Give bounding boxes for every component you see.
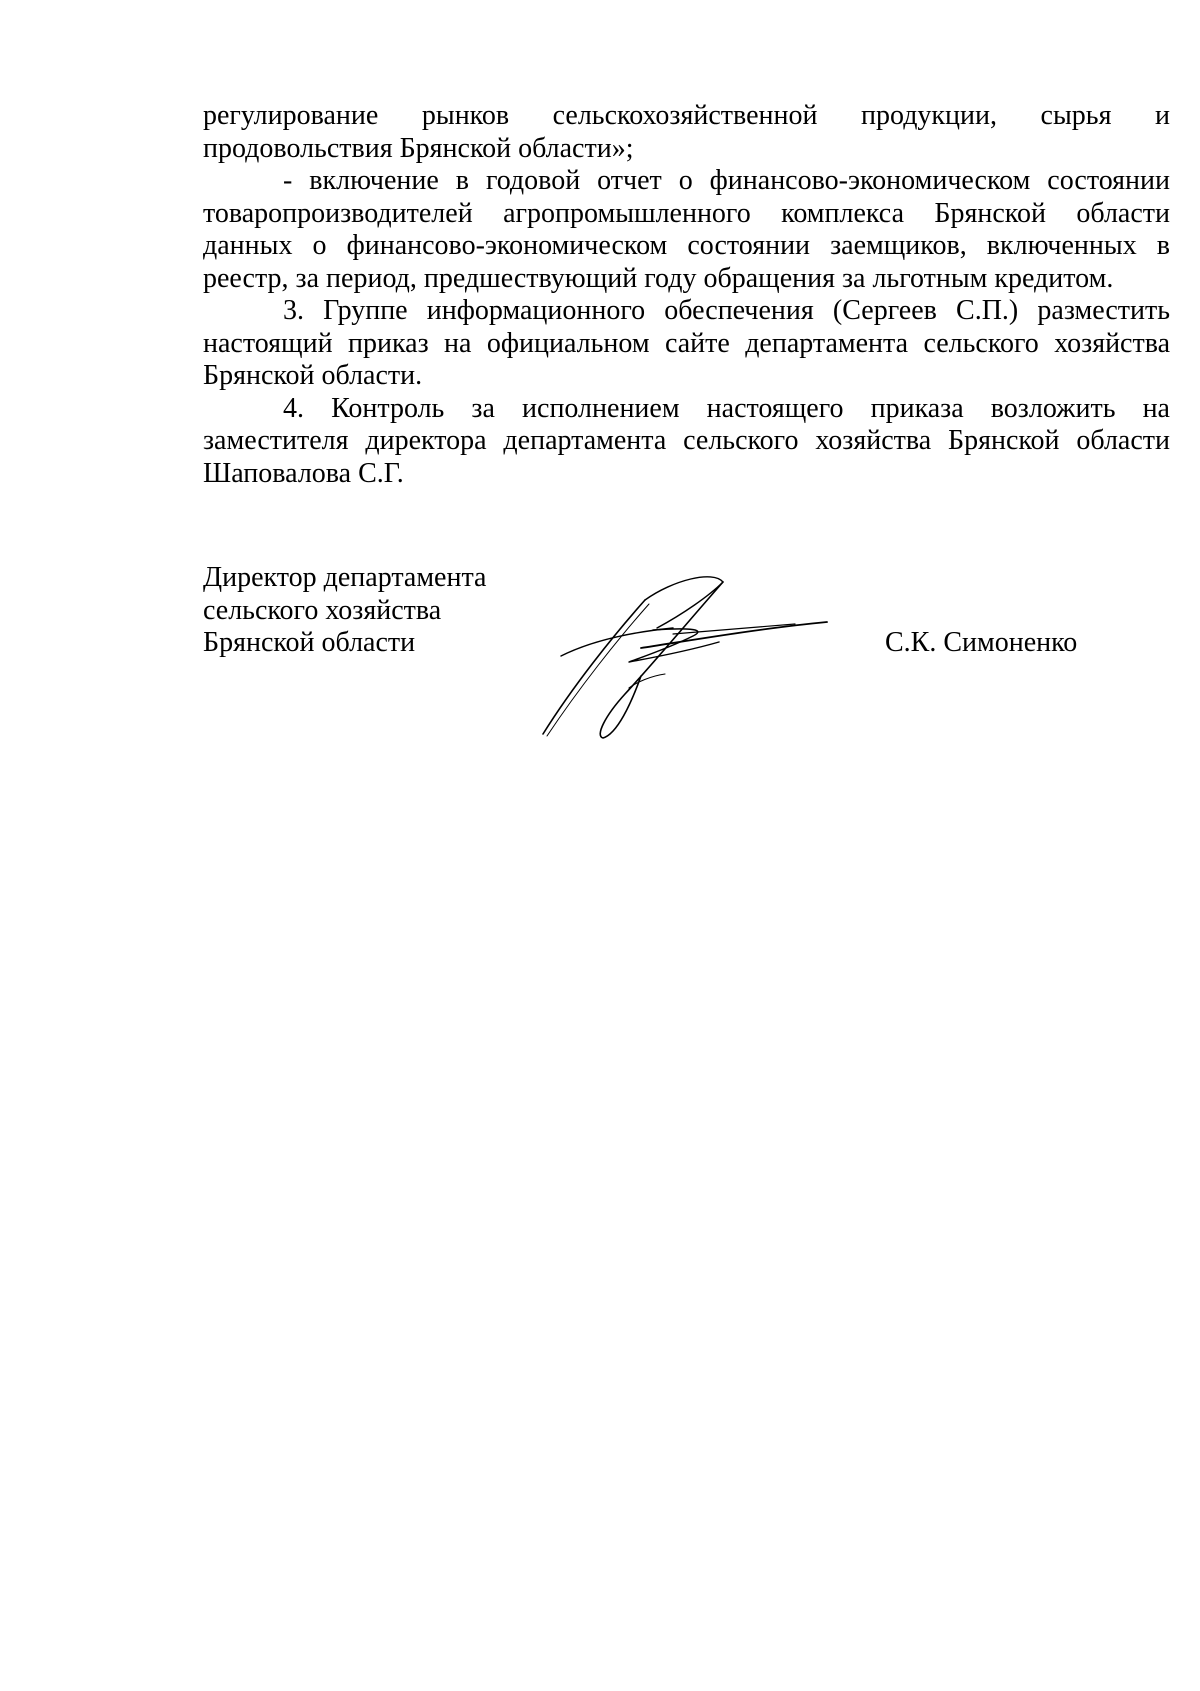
signature-block: [203, 562, 1170, 742]
signer-name: С.К. Симоненко: [885, 627, 1078, 658]
document-body: [203, 100, 1170, 490]
handwritten-signature: [533, 576, 833, 746]
paragraph-annual-report-inclusion: - включение в годовой отчет о финансово-экономическом состоянии товаропроизводителей агропромышленного комплекса Брянской области данных о финансово-экономическом состоянии заемщиков, включенных в реестр, за период, предшествующий году обращения за льготным кредитом.: [203, 165, 1170, 294]
signer-position-line-1: Директор департамента: [203, 562, 487, 593]
paragraph-item-4-control: 4. Контроль за исполнением настоящего приказа возложить на заместителя директора департамента сельского хозяйства Брянской области Шаповалова С.Г.: [203, 392, 1170, 489]
paragraph-item-3-publication: 3. Группе информационного обеспечения (Сергеев С.П.) разместить настоящий приказ на официальном сайте департамента сельского хозяйства Брянской области.: [203, 295, 1170, 391]
signer-position-line-2: сельского хозяйства: [203, 594, 442, 626]
signer-position: [203, 562, 486, 660]
paragraph-regulation-continuation: регулирование рынков сельскохозяйственной продукции, сырья и продовольствия Брянской области»;: [203, 100, 1170, 164]
signer-position-line-3: Брянской области: [203, 627, 416, 658]
